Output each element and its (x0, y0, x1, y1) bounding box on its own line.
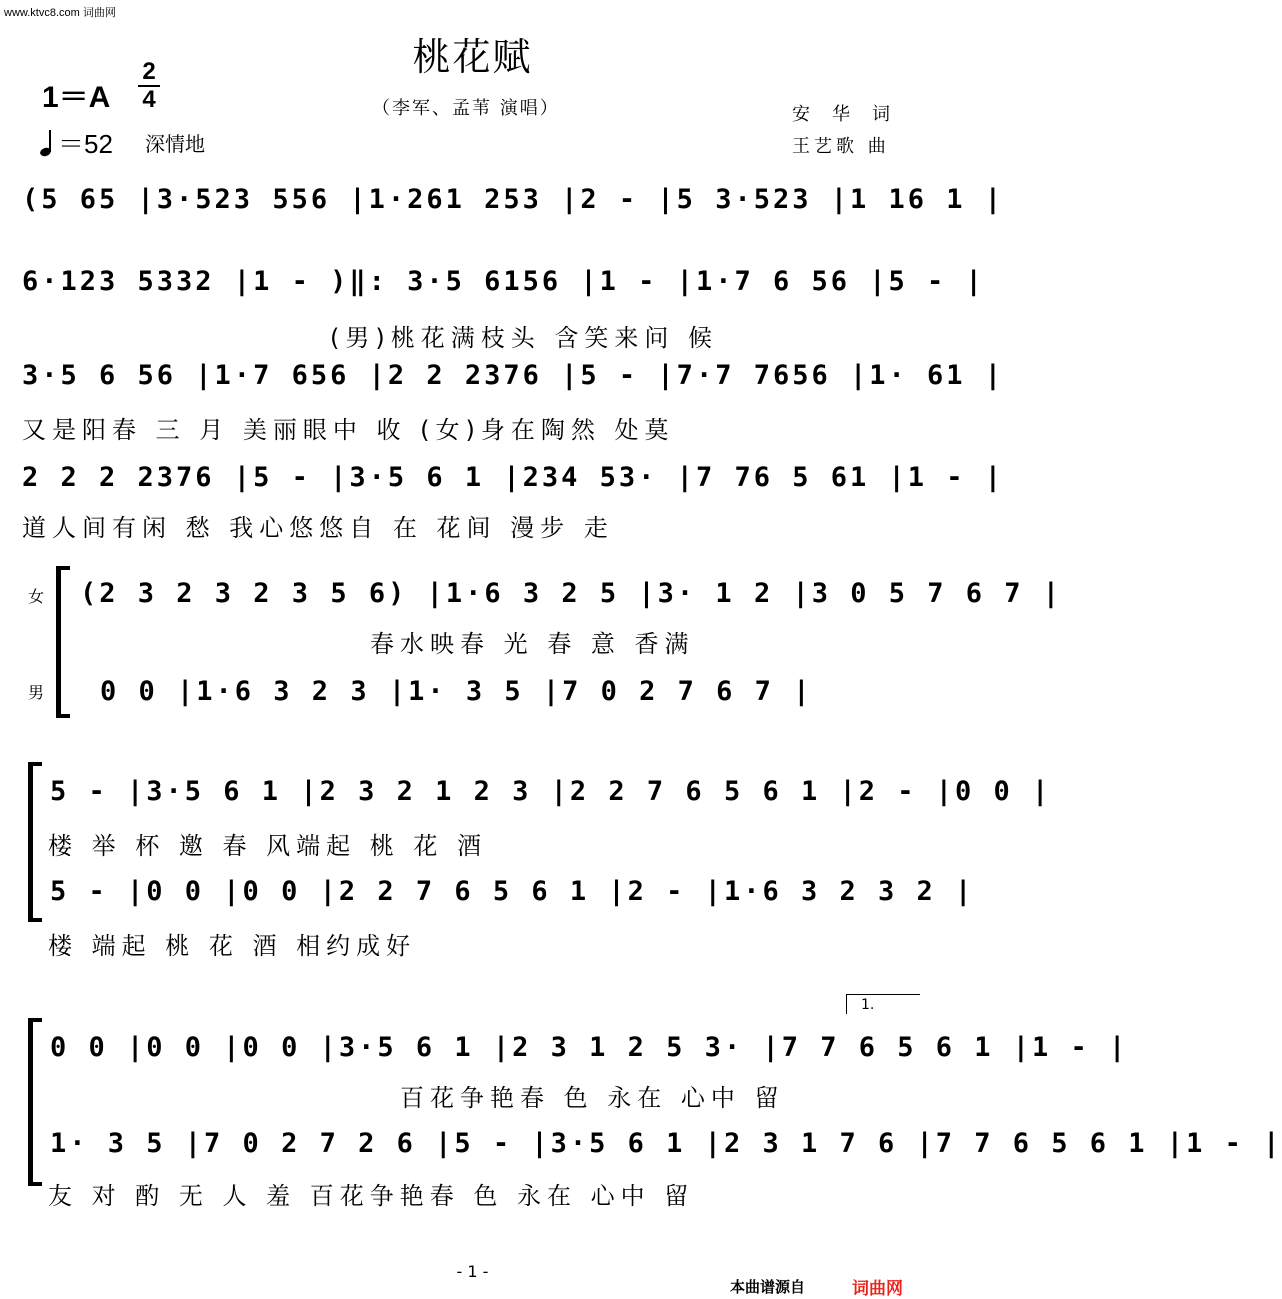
tempo-marking (40, 124, 113, 161)
system-2-lyrics: (男)桃花满枝头 含笑来问 候 (330, 324, 718, 352)
duet-bracket (56, 566, 61, 718)
system-4-lyrics: 道人间有闲 愁 我心悠悠自 在 花间 漫步 走 (22, 514, 614, 542)
duet-1-male-notes: 0 0 |1·6 3 2 3 |1· 3 5 |7 0 2 7 6 7 | (100, 676, 813, 707)
lyricist-credit: 安华词 (792, 104, 912, 125)
system-3-lyrics: 又是阳春 三 月 美丽眼中 收 (女)身在陶然 处莫 (22, 416, 675, 444)
time-signature (138, 60, 160, 112)
expression-marking: 深情地 (145, 132, 205, 156)
system-2-notes: 6·123 5332 |1 - )‖: 3·5 6156 |1 - |1·7 6 56 |5 - | (22, 266, 985, 297)
source-site-logo: 词曲网 (852, 1279, 903, 1299)
duet-3-female-lyrics: 百花争艳春 色 永在 心中 留 (400, 1084, 785, 1112)
system-1-notes: (5 65 |3·523 556 |1·261 253 |2 - |5 3·523 |1 16 1 | (22, 184, 1005, 215)
volta-first-ending: 1. (846, 994, 920, 1014)
quarter-note-icon (40, 130, 54, 156)
duet-2-male-lyrics: 楼 端起 桃 花 酒 相约成好 (48, 932, 417, 960)
female-part-label: 女 (28, 587, 45, 606)
tempo-value: ＝52 (58, 129, 113, 159)
duet-3-female-notes: 0 0 |0 0 |0 0 |3·5 6 1 |2 3 1 2 5 3· |7 7 6 5 6 1 |1 - | (50, 1032, 1129, 1063)
duet-3-male-notes: 1· 3 5 |7 0 2 7 2 6 |5 - |3·5 6 1 |2 3 1 7 6 |7 7 6 5 6 1 |1 - | (50, 1128, 1282, 1159)
time-signature-bottom: 4 (142, 86, 156, 113)
system-3-notes: 3·5 6 56 |1·7 656 |2 2 2376 |5 - |7·7 7656 |1· 61 | (22, 360, 1005, 391)
time-signature-top: 2 (142, 58, 156, 85)
duet-bracket (28, 1018, 33, 1186)
duet-3-male-lyrics: 友 对 酌 无 人 羞 百花争艳春 色 永在 心中 留 (48, 1182, 695, 1210)
page-number: - 1 - (456, 1262, 489, 1281)
duet-2-female-lyrics: 楼 举 杯 邀 春 风端起 桃 花 酒 (48, 832, 488, 860)
duet-2-male-notes: 5 - |0 0 |0 0 |2 2 7 6 5 6 1 |2 - |1·6 3 2 3 2 | (50, 876, 975, 907)
site-url: www.ktvc8.com 词曲网 (4, 7, 116, 19)
system-4-notes: 2 2 2 2376 |5 - |3·5 6 1 |234 53· |7 76 5 61 |1 - | (22, 462, 1005, 493)
singers-credit: （李军、孟苇 演唱） (372, 98, 560, 119)
source-label: 本曲谱源自 (730, 1278, 806, 1296)
key-signature: 1＝A (42, 81, 111, 114)
composer-credit: 王艺歌 曲 (792, 136, 890, 157)
duet-bracket (28, 762, 33, 922)
male-part-label: 男 (28, 683, 45, 702)
song-title: 桃花赋 (412, 35, 533, 79)
duet-1-female-lyrics: 春水映春 光 春 意 香满 (370, 630, 695, 658)
duet-1-female-notes: (2 3 2 3 2 3 5 6) |1·6 3 2 5 |3· 1 2 |3 0 5 7 6 7 | (80, 578, 1063, 609)
duet-2-female-notes: 5 - |3·5 6 1 |2 3 2 1 2 3 |2 2 7 6 5 6 1 |2 - |0 0 | (50, 776, 1052, 807)
